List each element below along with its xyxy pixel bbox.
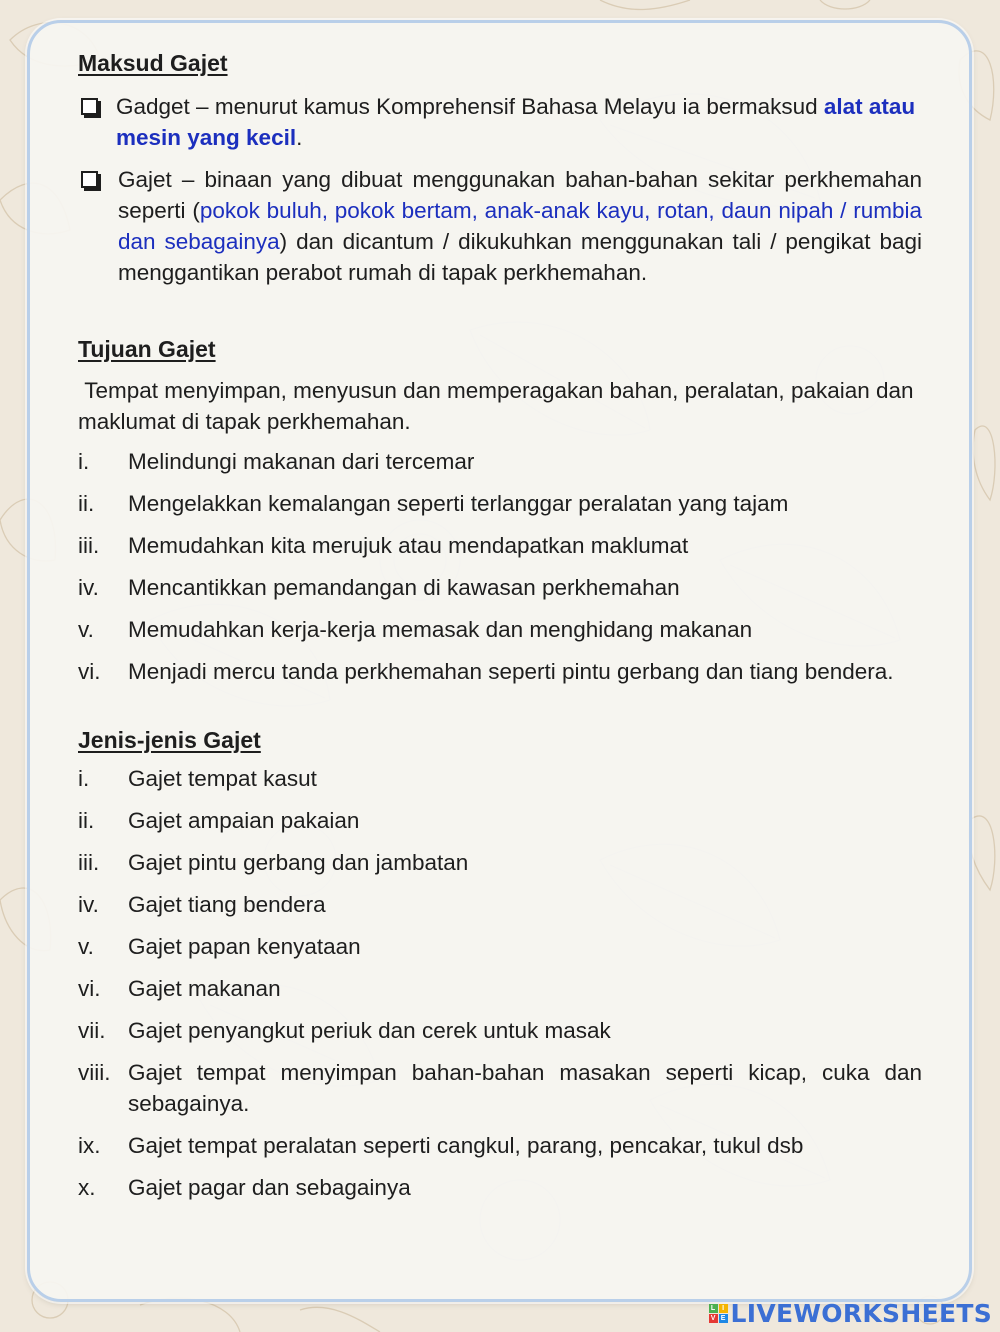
list-item-number: viii. [78, 1060, 111, 1085]
jenis-list [78, 763, 922, 1203]
list-item [78, 1015, 922, 1046]
list-item-text: Gajet tempat kasut [128, 766, 317, 791]
liveworksheets-logo-icon [709, 1304, 728, 1323]
list-item-number: iv. [78, 575, 99, 600]
list-item-text: Memudahkan kerja-kerja memasak dan menghidang makanan [128, 617, 753, 642]
list-item [78, 763, 922, 794]
list-item-number: vi. [78, 659, 101, 684]
list-item-text: Melindungi makanan dari tercemar [128, 449, 475, 474]
list-item-number: x. [78, 1175, 96, 1200]
list-item [78, 488, 922, 519]
list-item-text: Gajet ampaian pakaian [128, 808, 360, 833]
list-item-text: Gajet makanan [128, 976, 281, 1001]
list-item [78, 656, 922, 687]
definition-bullet-gajet [78, 164, 922, 288]
list-item-number: ix. [78, 1133, 101, 1158]
section-heading-tujuan: Tujuan Gajet [78, 336, 216, 362]
tujuan-list [78, 446, 922, 687]
logo-tile: L [709, 1304, 718, 1313]
logo-tile: V [709, 1314, 718, 1323]
list-item-text: Memudahkan kita merujuk atau mendapatkan maklumat [128, 533, 689, 558]
list-item [78, 530, 922, 561]
list-item-number: v. [78, 934, 94, 959]
list-item-number: iii. [78, 850, 100, 875]
definition-bullet-gadget [78, 91, 922, 153]
list-item-text: Mencantikkan pemandangan di kawasan perkhemahan [128, 575, 680, 600]
list-item-text: Mengelakkan kemalangan seperti terlanggar peralatan yang tajam [128, 491, 789, 516]
logo-tile: I [719, 1304, 728, 1313]
gajet-text-after: ) dan dicantum / dikukuhkan menggunakan tali / pengikat bagi menggantikan perabot rumah di tapak perkhemahan. [118, 229, 922, 285]
gajet-materials-highlight: pokok buluh, pokok bertam, anak-anak kayu, rotan, daun nipah / rumbia dan sebagainya [118, 198, 922, 254]
checkbox-bullet-icon [81, 98, 98, 115]
list-item [78, 1057, 922, 1119]
list-item-number: i. [78, 766, 90, 791]
list-item-text: Gajet pintu gerbang dan jambatan [128, 850, 469, 875]
list-item [78, 1130, 922, 1161]
list-item [78, 614, 922, 645]
list-item-number: ii. [78, 808, 95, 833]
watermark-text: LIVEWORKSHEETS [730, 1298, 992, 1328]
section-heading-maksud: Maksud Gajet [78, 50, 228, 76]
list-item-text: Gajet tiang bendera [128, 892, 326, 917]
list-item-number: i. [78, 449, 90, 474]
definition-text: Gadget – menurut kamus Komprehensif Bahasa Melayu ia bermaksud [116, 94, 824, 119]
list-item-text: Gajet penyangkut periuk dan cerek untuk masak [128, 1018, 611, 1043]
list-item-number: iii. [78, 533, 100, 558]
liveworksheets-watermark [709, 1298, 992, 1328]
checkbox-bullet-icon [81, 171, 98, 188]
list-item-text: Gajet pagar dan sebagainya [128, 1175, 411, 1200]
definition-end: . [296, 125, 303, 150]
list-item [78, 1172, 922, 1203]
list-item-number: v. [78, 617, 94, 642]
list-item [78, 973, 922, 1004]
logo-tile: E [719, 1314, 728, 1323]
list-item [78, 446, 922, 477]
list-item-text: Gajet tempat menyimpan bahan-bahan masakan seperti kicap, cuka dan sebagainya. [128, 1060, 922, 1116]
list-item-text: Menjadi mercu tanda perkhemahan seperti pintu gerbang dan tiang bendera. [128, 659, 894, 684]
list-item-number: vii. [78, 1018, 106, 1043]
list-item-number: vi. [78, 976, 101, 1001]
tujuan-intro: Tempat menyimpan, menyusun dan memperagakan bahan, peralatan, pakaian dan maklumat di tapak perkhemahan. [78, 378, 920, 434]
list-item [78, 572, 922, 603]
list-item-number: iv. [78, 892, 99, 917]
list-item [78, 931, 922, 962]
list-item-text: Gajet papan kenyataan [128, 934, 361, 959]
section-heading-jenis: Jenis-jenis Gajet [78, 727, 261, 753]
definition-highlight: alat atau mesin yang kecil [116, 94, 916, 150]
list-item [78, 847, 922, 878]
list-item [78, 805, 922, 836]
gajet-text-before: Gajet – binaan yang dibuat menggunakan bahan-bahan sekitar perkhemahan seperti ( [118, 167, 922, 223]
list-item-text: Gajet tempat peralatan seperti cangkul, parang, pencakar, tukul dsb [128, 1133, 804, 1158]
list-item-number: ii. [78, 491, 95, 516]
document-content [78, 48, 922, 1214]
list-item [78, 889, 922, 920]
